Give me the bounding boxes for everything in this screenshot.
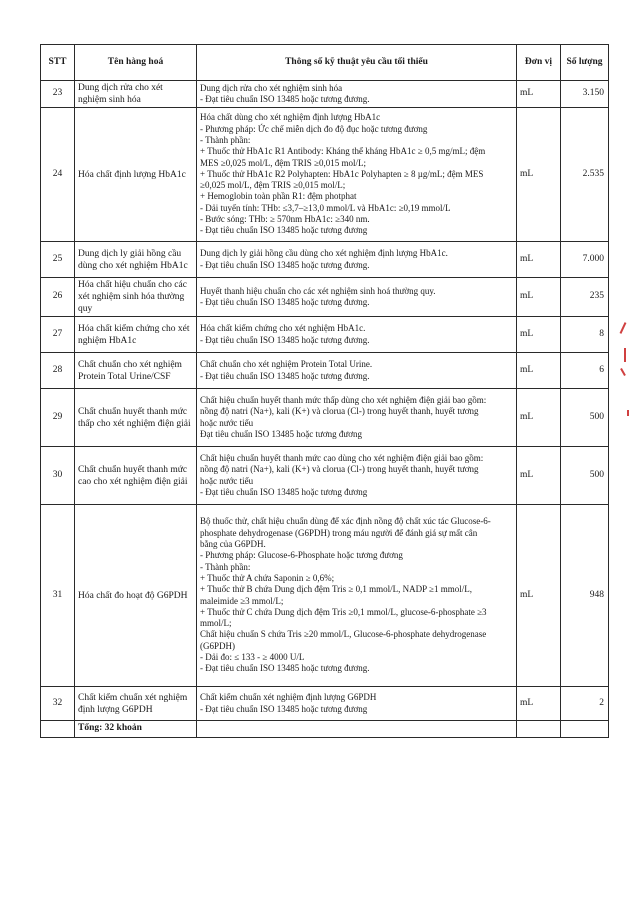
- spec-line: - Phương pháp: Glucose-6-Phosphate hoặc tương đương: [200, 550, 403, 561]
- row-item-name: Dung dịch rửa cho xét nghiệm sinh hóa: [75, 81, 197, 108]
- spec-line: ≥0,025 mol/L, đệm TRIS ≥0,015 mol/L;: [200, 180, 346, 191]
- spec-line: Chất chuẩn cho xét nghiệm Protein Total Urine.: [200, 359, 373, 370]
- row-stt: 27: [41, 317, 75, 353]
- spec-line: Chất kiểm chuẩn xét nghiệm định lượng G6PDH: [200, 692, 377, 703]
- row-spec: [197, 242, 517, 278]
- red-margin-mark: [620, 368, 626, 376]
- spec-line: + Thuốc thử C chứa Dung dịch đệm Tris ≥0,1 mmol/L, glucose-6-phosphate ≥3: [200, 606, 487, 617]
- spec-line: - Đạt tiêu chuẩn ISO 13485 hoặc tương đương.: [200, 370, 370, 381]
- row-spec: [197, 108, 517, 242]
- row-stt: 25: [41, 242, 75, 278]
- spec-line: - Đạt tiêu chuẩn ISO 13485 hoặc tương đương.: [200, 663, 370, 674]
- spec-line: hoặc nước tiểu: [200, 417, 254, 428]
- spec-line: Huyết thanh hiệu chuẩn cho các xét nghiệm sinh hoá thường quy.: [200, 285, 436, 296]
- spec-line: - Thành phần:: [200, 134, 251, 145]
- spec-line: - Đạt tiêu chuẩn ISO 13485 hoặc tương đương.: [200, 259, 370, 270]
- row-spec: [197, 505, 517, 687]
- row-quantity: 235: [561, 278, 609, 317]
- spec-line: + Thuốc thử B chứa Dung dịch đệm Tris ≥ 0,1 mmol/L, NADP ≥1 mmol/L,: [200, 584, 472, 595]
- row-item-name: Chất kiểm chuẩn xét nghiệm định lượng G6PDH: [75, 687, 197, 721]
- row-unit: mL: [517, 447, 561, 505]
- spec-line: Hóa chất dùng cho xét nghiệm định lượng HbA1c: [200, 112, 381, 123]
- spec-line: - Đạt tiêu chuẩn ISO 13485 hoặc tương đương: [200, 703, 368, 714]
- spec-line: - Thành phần:: [200, 561, 251, 572]
- total-unit-empty: [517, 721, 561, 738]
- red-margin-mark: [620, 322, 627, 334]
- row-stt: 31: [41, 505, 75, 687]
- row-quantity: 7.000: [561, 242, 609, 278]
- spec-line: Dung dịch rửa cho xét nghiệm sinh hóa: [200, 82, 343, 93]
- spec-line: Chất hiệu chuẩn huyết thanh mức cao dùng cho xét nghiệm điện giải bao gồm:: [200, 452, 484, 463]
- spec-line: MES ≥0,025 mol/L, đệm TRIS ≥0,015 mol/L;: [200, 157, 366, 168]
- red-margin-mark: [627, 410, 629, 416]
- spec-line: + Thuốc thử HbA1c R2 Polyhapten: HbA1c Polyhapten ≥ 8 µg/mL; đệm MES: [200, 168, 484, 179]
- total-label: Tổng: 32 khoản: [75, 721, 197, 738]
- header-spec: Thông số kỹ thuật yêu cầu tối thiểu: [197, 45, 517, 81]
- row-unit: mL: [517, 108, 561, 242]
- spec-line: (G6PDH): [200, 640, 235, 651]
- row-quantity: 8: [561, 317, 609, 353]
- row-quantity: 500: [561, 447, 609, 505]
- row-stt: 29: [41, 389, 75, 447]
- row-spec: [197, 81, 517, 108]
- row-item-name: Hóa chất hiệu chuẩn cho các xét nghiệm sinh hóa thường quy: [75, 278, 197, 317]
- row-quantity: 2.535: [561, 108, 609, 242]
- row-item-name: Hóa chất định lượng HbA1c: [75, 108, 197, 242]
- row-stt: 28: [41, 353, 75, 389]
- row-spec: [197, 278, 517, 317]
- spec-line: - Đạt tiêu chuẩn ISO 13485 hoặc tương đương.: [200, 94, 370, 104]
- spec-table: [40, 44, 609, 738]
- spec-line: - Đạt tiêu chuẩn ISO 13485 hoặc tương đương.: [200, 297, 370, 307]
- spec-line: Chất hiệu chuẩn huyết thanh mức thấp dùng cho xét nghiệm điện giải bao gồm:: [200, 394, 487, 405]
- row-quantity: 2: [561, 687, 609, 721]
- row-unit: mL: [517, 81, 561, 108]
- spec-line: + Hemoglobin toàn phần R1: đệm photphat: [200, 191, 357, 202]
- spec-line: hoặc nước tiểu: [200, 475, 254, 486]
- row-stt: 24: [41, 108, 75, 242]
- row-item-name: Hóa chất đo hoạt độ G6PDH: [75, 505, 197, 687]
- spec-line: - Dải tuyến tính: THb: ≤3,7–≥13,0 mmol/L và HbA1c: ≥0,19 mmol/L: [200, 202, 451, 213]
- spec-line: Dung dịch ly giải hồng cầu dùng cho xét nghiệm định lượng HbA1c.: [200, 248, 448, 259]
- spec-line: + Thuốc thử A chứa Saponin ≥ 0,6%;: [200, 572, 335, 583]
- row-item-name: Chất chuẩn huyết thanh mức cao cho xét nghiệm điện giải: [75, 447, 197, 505]
- row-stt: 26: [41, 278, 75, 317]
- row-stt: 30: [41, 447, 75, 505]
- spec-line: mmol/L;: [200, 618, 232, 629]
- table-row: [41, 353, 609, 389]
- spec-line: - Bước sóng: THb: ≥ 570nm HbA1c: ≥340 nm.: [200, 214, 370, 225]
- spec-line: Hóa chất kiểm chứng cho xét nghiệm HbA1c.: [200, 323, 366, 334]
- row-quantity: 948: [561, 505, 609, 687]
- row-spec: [197, 389, 517, 447]
- row-quantity: 6: [561, 353, 609, 389]
- spec-line: - Đạt tiêu chuẩn ISO 13485 hoặc tương đương.: [200, 334, 370, 345]
- total-qty-empty: [561, 721, 609, 738]
- spec-line: maleimide ≥3 mmol/L;: [200, 595, 284, 606]
- table-header-row: [41, 45, 609, 81]
- spec-line: - Đạt tiêu chuẩn ISO 13485 hoặc tương đương: [200, 225, 368, 236]
- spec-line: + Thuốc thử HbA1c R1 Antibody: Kháng thể kháng HbA1c ≥ 0,5 mg/mL; đệm: [200, 146, 486, 157]
- header-stt: STT: [41, 45, 75, 81]
- row-unit: mL: [517, 353, 561, 389]
- spec-line: nồng độ natri (Na+), kali (K+) và clorua (Cl-) trong huyết thanh, huyết tương: [200, 464, 479, 475]
- table-row: [41, 278, 609, 317]
- table-row: [41, 505, 609, 687]
- spec-line: Đạt tiêu chuẩn ISO 13485 hoặc tương đương: [200, 428, 362, 439]
- red-margin-mark: [624, 348, 626, 362]
- row-item-name: Dung dịch ly giải hồng cầu dùng cho xét nghiệm HbA1c: [75, 242, 197, 278]
- spec-line: - Phương pháp: Ức chế miễn dịch đo độ đục hoặc tương đương: [200, 123, 428, 134]
- row-unit: mL: [517, 278, 561, 317]
- total-row: [41, 721, 609, 738]
- table-row: [41, 108, 609, 242]
- row-stt: 23: [41, 81, 75, 108]
- row-spec: [197, 353, 517, 389]
- row-unit: mL: [517, 389, 561, 447]
- spec-line: phosphate dehydrogenase (G6PDH) trong máu người để đánh giá sự mất cân: [200, 527, 478, 538]
- row-stt: 32: [41, 687, 75, 721]
- table-row: [41, 81, 609, 108]
- table-row: [41, 317, 609, 353]
- row-unit: mL: [517, 242, 561, 278]
- spec-line: bằng của G6PDH.: [200, 539, 266, 550]
- row-unit: mL: [517, 317, 561, 353]
- table-row: [41, 242, 609, 278]
- row-quantity: 500: [561, 389, 609, 447]
- spec-line: - Dải đo: ≤ 133 - ≥ 4000 U/L: [200, 651, 305, 662]
- table-row: [41, 687, 609, 721]
- row-unit: mL: [517, 687, 561, 721]
- spec-line: Bộ thuốc thử, chất hiệu chuẩn dùng để xác định nồng độ chất xúc tác Glucose-6-: [200, 516, 491, 527]
- table-row: [41, 447, 609, 505]
- row-quantity: 3.150: [561, 81, 609, 108]
- header-unit: Đơn vị: [517, 45, 561, 81]
- row-spec: [197, 447, 517, 505]
- table-body: [41, 81, 609, 721]
- row-item-name: Hóa chất kiểm chứng cho xét nghiệm HbA1c: [75, 317, 197, 353]
- row-spec: [197, 687, 517, 721]
- total-empty-cell: [41, 721, 75, 738]
- total-spec-empty: [197, 721, 517, 738]
- spec-line: Chất hiệu chuẩn S chứa Tris ≥20 mmol/L, Glucose-6-phosphate dehydrogenase: [200, 629, 487, 640]
- row-item-name: Chất chuẩn huyết thanh mức thấp cho xét nghiệm điện giải: [75, 389, 197, 447]
- row-spec: [197, 317, 517, 353]
- spec-line: - Đạt tiêu chuẩn ISO 13485 hoặc tương đương: [200, 486, 368, 497]
- spec-line: nồng độ natri (Na+), kali (K+) và clorua (Cl-) trong huyết thanh, huyết tương: [200, 406, 479, 417]
- table-row: [41, 389, 609, 447]
- equipment-spec-table-page: [40, 44, 608, 738]
- row-item-name: Chất chuẩn cho xét nghiệm Protein Total Urine/CSF: [75, 353, 197, 389]
- row-unit: mL: [517, 505, 561, 687]
- header-qty: Số lượng: [561, 45, 609, 81]
- header-name: Tên hàng hoá: [75, 45, 197, 81]
